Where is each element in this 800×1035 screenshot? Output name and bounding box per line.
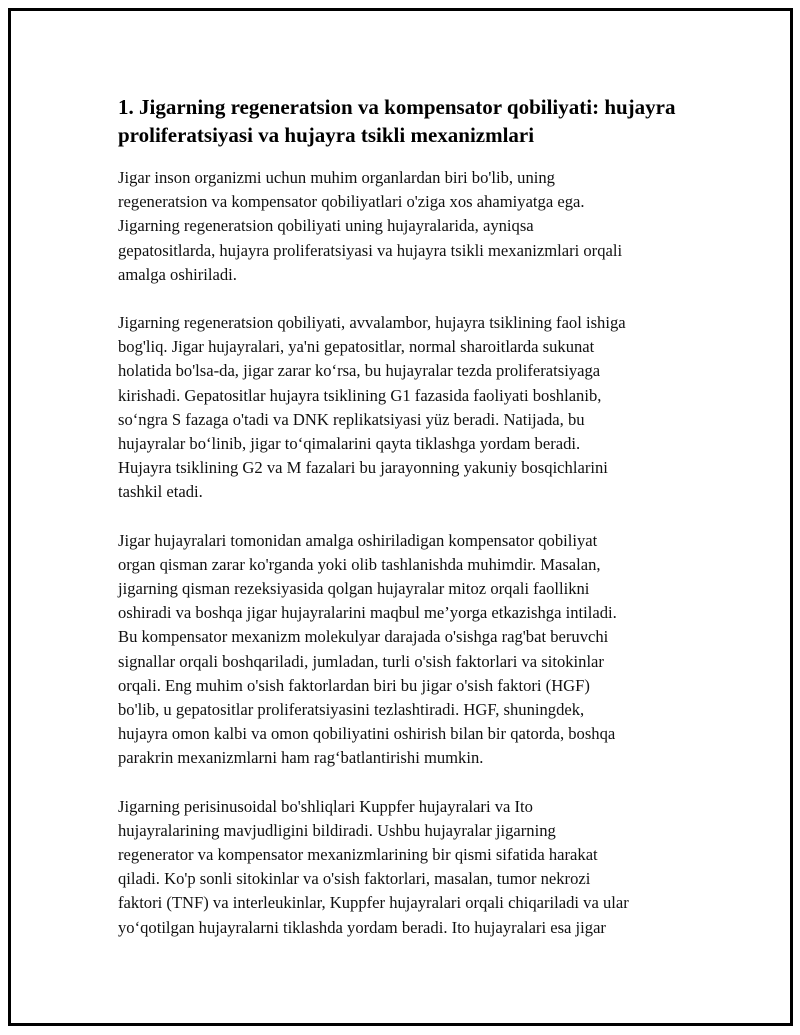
- text-line: organ qisman zarar ko'rganda yoki olib tashlanishda muhimdir. Masalan,: [118, 554, 601, 574]
- text-line: kirishadi. Gepatositlar hujayra tsiklining G1 fazasida faoliyati boshlanib,: [118, 385, 602, 405]
- document-body: [118, 93, 698, 964]
- text-line: regenerator va kompensator mexanizmlarining bir qismi sifatida harakat: [118, 845, 598, 865]
- text-line: Jigarning regeneratsion qobiliyati uning hujayralarida, ayniqsa: [118, 216, 534, 236]
- heading-line: 1. Jigarning regeneratsion va kompensator qobiliyati: hujayra: [118, 95, 676, 119]
- text-line: Hujayra tsiklining G2 va M fazalari bu jarayonning yakuniy bosqichlarini: [118, 458, 608, 478]
- document-page: [8, 8, 793, 1026]
- text-line: regeneratsion va kompensator qobiliyatlari o'ziga xos ahamiyatga ega.: [118, 192, 585, 212]
- text-line: amalga oshiriladi.: [118, 264, 237, 284]
- text-line: gepatositlarda, hujayra proliferatsiyasi va hujayra tsikli mexanizmlari orqali: [118, 240, 623, 260]
- text-line: jigarning qisman rezeksiyasida qolgan hujayralar mitoz orqali faollikni: [118, 579, 590, 599]
- heading-line: proliferatsiyasi va hujayra tsikli mexanizmlari: [118, 123, 535, 147]
- text-line: parakrin mexanizmlarni ham rag‘batlantirishi mumkin.: [118, 748, 484, 768]
- text-line: Jigarning perisinusoidal bo'shliqlari Kuppfer hujayralari va Ito: [118, 796, 533, 816]
- paragraph-4: [118, 795, 698, 940]
- section-heading: [118, 93, 698, 149]
- paragraph-3: [118, 529, 698, 771]
- text-line: Jigar inson organizmi uchun muhim organlardan biri bo'lib, uning: [118, 168, 555, 187]
- text-line: yo‘qotilgan hujayralarni tiklashda yordam beradi. Ito hujayralari esa jigar: [118, 917, 606, 937]
- text-line: Jigarning regeneratsion qobiliyati, avvalambor, hujayra tsiklining faol ishiga: [118, 313, 626, 333]
- text-line: oshiradi va boshqa jigar hujayralarini maqbul me’yorga etkazishga intiladi.: [118, 603, 617, 623]
- text-line: so‘ngra S fazaga o'tadi va DNK replikatsiyasi yüz beradi. Natijada, bu: [118, 409, 585, 429]
- paragraph-2: [118, 311, 698, 505]
- paragraph-1: [118, 166, 698, 287]
- text-line: Bu kompensator mexanizm molekulyar darajada o'sishga rag'bat beruvchi: [118, 627, 609, 647]
- text-line: signallar orqali boshqariladi, jumladan, turli o'sish faktorlari va sitokinlar: [118, 651, 604, 671]
- text-line: bo'lib, u gepatositlar proliferatsiyasini tezlashtiradi. HGF, shuningdek,: [118, 700, 585, 720]
- text-line: hujayra omon kalbi va omon qobiliyatini oshirish bilan bir qatorda, boshqa: [118, 724, 616, 744]
- text-line: hujayralar bo‘linib, jigar to‘qimalarini qayta tiklashga yordam beradi.: [118, 434, 581, 454]
- text-line: Jigar hujayralari tomonidan amalga oshiriladigan kompensator qobiliyat: [118, 530, 598, 550]
- text-line: holatida bo'lsa-da, jigar zarar ko‘rsa, bu hujayralar tezda proliferatsiyaga: [118, 361, 601, 381]
- text-line: tashkil etadi.: [118, 482, 203, 502]
- text-line: hujayralarining mavjudligini bildiradi. Ushbu hujayralar jigarning: [118, 820, 556, 840]
- text-line: qiladi. Ko'p sonli sitokinlar va o'sish faktorlari, masalan, tumor nekrozi: [118, 869, 591, 889]
- text-line: faktori (TNF) va interleukinlar, Kuppfer hujayralari orqali chiqariladi va ular: [118, 893, 629, 913]
- text-line: bog'liq. Jigar hujayralari, ya'ni gepatositlar, normal sharoitlarda sukunat: [118, 337, 595, 357]
- text-line: orqali. Eng muhim o'sish faktorlardan biri bu jigar o'sish faktori (HGF): [118, 675, 590, 695]
